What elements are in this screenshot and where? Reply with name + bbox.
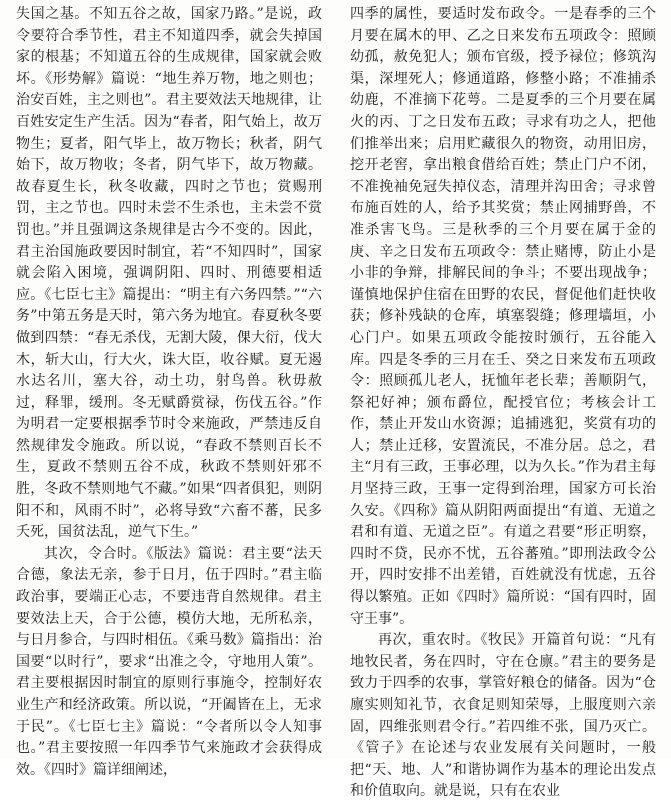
paragraph: 失国之基。不知五谷之故，国家乃路。”是说，政令要符合季节性，君主不知道四季，就会失掉国家的根基；不知道五谷的生成规律，国家就会败坏。《形势解》篇说：“地生养万物，地之则也；治安百姓，主之则也”。君主要效法天地规律，让百姓安定生产生活。因为“春者，阳气始上，故万物生；夏者，阳气毕上，故万物长；秋者，阴气始下，故万物收；冬者，阴气毕下，故万物藏。故春夏生长，秋冬收藏，四时之节也；赏赐刑罚，主之节也。四时未尝不生杀也，主未尝不赏罚也。”并且强调这条规律是古今不变的。因此，君主治国施政要因时制宜，若“不知四时”，国家就会陷入困境，强调阴阳、四时、刑德要相适应。《七臣七主》篇提出：“明主有六务四禁。”“六务”中第五务是天时，第六务为地宜。春夏秋冬要做到四禁：“春无杀伐，无割大陵，倮大衍，伐大木，斩大山，行大火，诛大臣，收谷赋。夏无遏水达名川，塞大谷，动土功，射鸟兽。秋毋赦过，释罪，缓刑。冬无赋爵赏禄，伤伐五谷。”作为明君一定要根据季节时令来施政，严禁违反自然规律发令施政。所以说，“春政不禁则百长不生，夏政不禁则五谷不成，秋政不禁则奸邪不胜，冬政不禁则地气不藏。”如果“四者俱犯，则阴阳不和，风雨不时”，必将导致“六畜不蕃，民多夭死，国贫法乱，逆气下生。” xyxy=(16,6,322,541)
right-text-column xyxy=(350,4,656,803)
paragraph: 再次，重农时。《牧民》开篇首句说：“凡有地牧民者，务在四时，守在仓廪。”君主的要务是致力于四季的农事，掌管好粮仓的储备。因为“仓廪实则知礼节，衣食足则知荣辱，上服度则六亲固，四维张则君令行。”若四维不张，国乃灭亡。《管子》在论述与农业发展有关问题时，一般把“天、地、人”和谐协调作为基本的理论出发点和价值取向。就是说，只有在农业 xyxy=(350,632,656,800)
paragraph: 其次，令合时。《版法》篇说：君主要“法天合德，象法无亲，参于日月，伍于四时。”君主临政治事，要端正心志，不要违背自然规律。君主要效法上天，合于公德，模仿大地，无所私亲，与日月参合，与四时相伍。《乘马数》篇指出：治国要“以时行”，要求“出准之令，守地用人策”。君主要根据因时制宜的原则行事施令，控制好农业生产和经济政策。所以说，“开阖皆在上，无求于民”。《七臣七主》篇说：“令者所以令人知事也。”君主要按照一年四季节气来施政才会获得成效。《四时》篇详细阐述， xyxy=(16,545,322,778)
paragraph: 四季的属性，要适时发布政令。一是春季的三个月要在属木的甲、乙之日来发布五项政令：照顾幼孤，赦免犯人；颁布官级，授予禄位；修筑沟渠，深埋死人；修通道路，修整小路；不准捕杀幼鹿，不准摘下花萼。二是夏季的三个月要在属火的丙、丁之日发布五政；寻求有功之人，把他们推举出来；启用贮藏很久的物资，动用旧房，挖开老窖，拿出粮食借给百姓；禁止门户不闭，不准挽袖免冠失掉仪态，清理并沟田舍；寻求曾布施百姓的人，给予其奖赏；禁止网捕野兽，不准杀害飞鸟。三是秋季的三个月要在属于金的庚、辛之日发布五项政令：禁止赌博，防止小是小非的争辩，排解民间的争斗；不要出现战争；谨慎地保护住宿在田野的农民，督促他们赶快收获；修补残缺的仓库，填塞裂缝；修理墙垣，小心门户。如果五项政令能按时颁行，五谷能入库。四是冬季的三月在壬、癸之日来发布五项政令：照顾孤儿老人，抚恤年老长辈；善顺阴气，祭祀好神；颁布爵位，配授官位；考核会计工作，禁止开发山水资源；追捕逃犯，奖赏有功的人；禁止迁移，安置流民，不准分居。总之，君主“月有三政，王事必理，以为久长。”作为君主每月坚持三政，王事一定得到治理，国家方可长治久安。《四称》篇从阴阳两面提出“有道、无道之君和有道、无道之臣”。有道之君要“形正明察，四时不贷，民亦不忧，五谷蕃殖。”即刑法政令公开，四时安排不出差错，百姓就没有忧虑，五谷得以繁殖。正如《四时》篇所说：“国有四时，固守王事”。 xyxy=(350,6,656,627)
left-text-column xyxy=(16,4,322,781)
